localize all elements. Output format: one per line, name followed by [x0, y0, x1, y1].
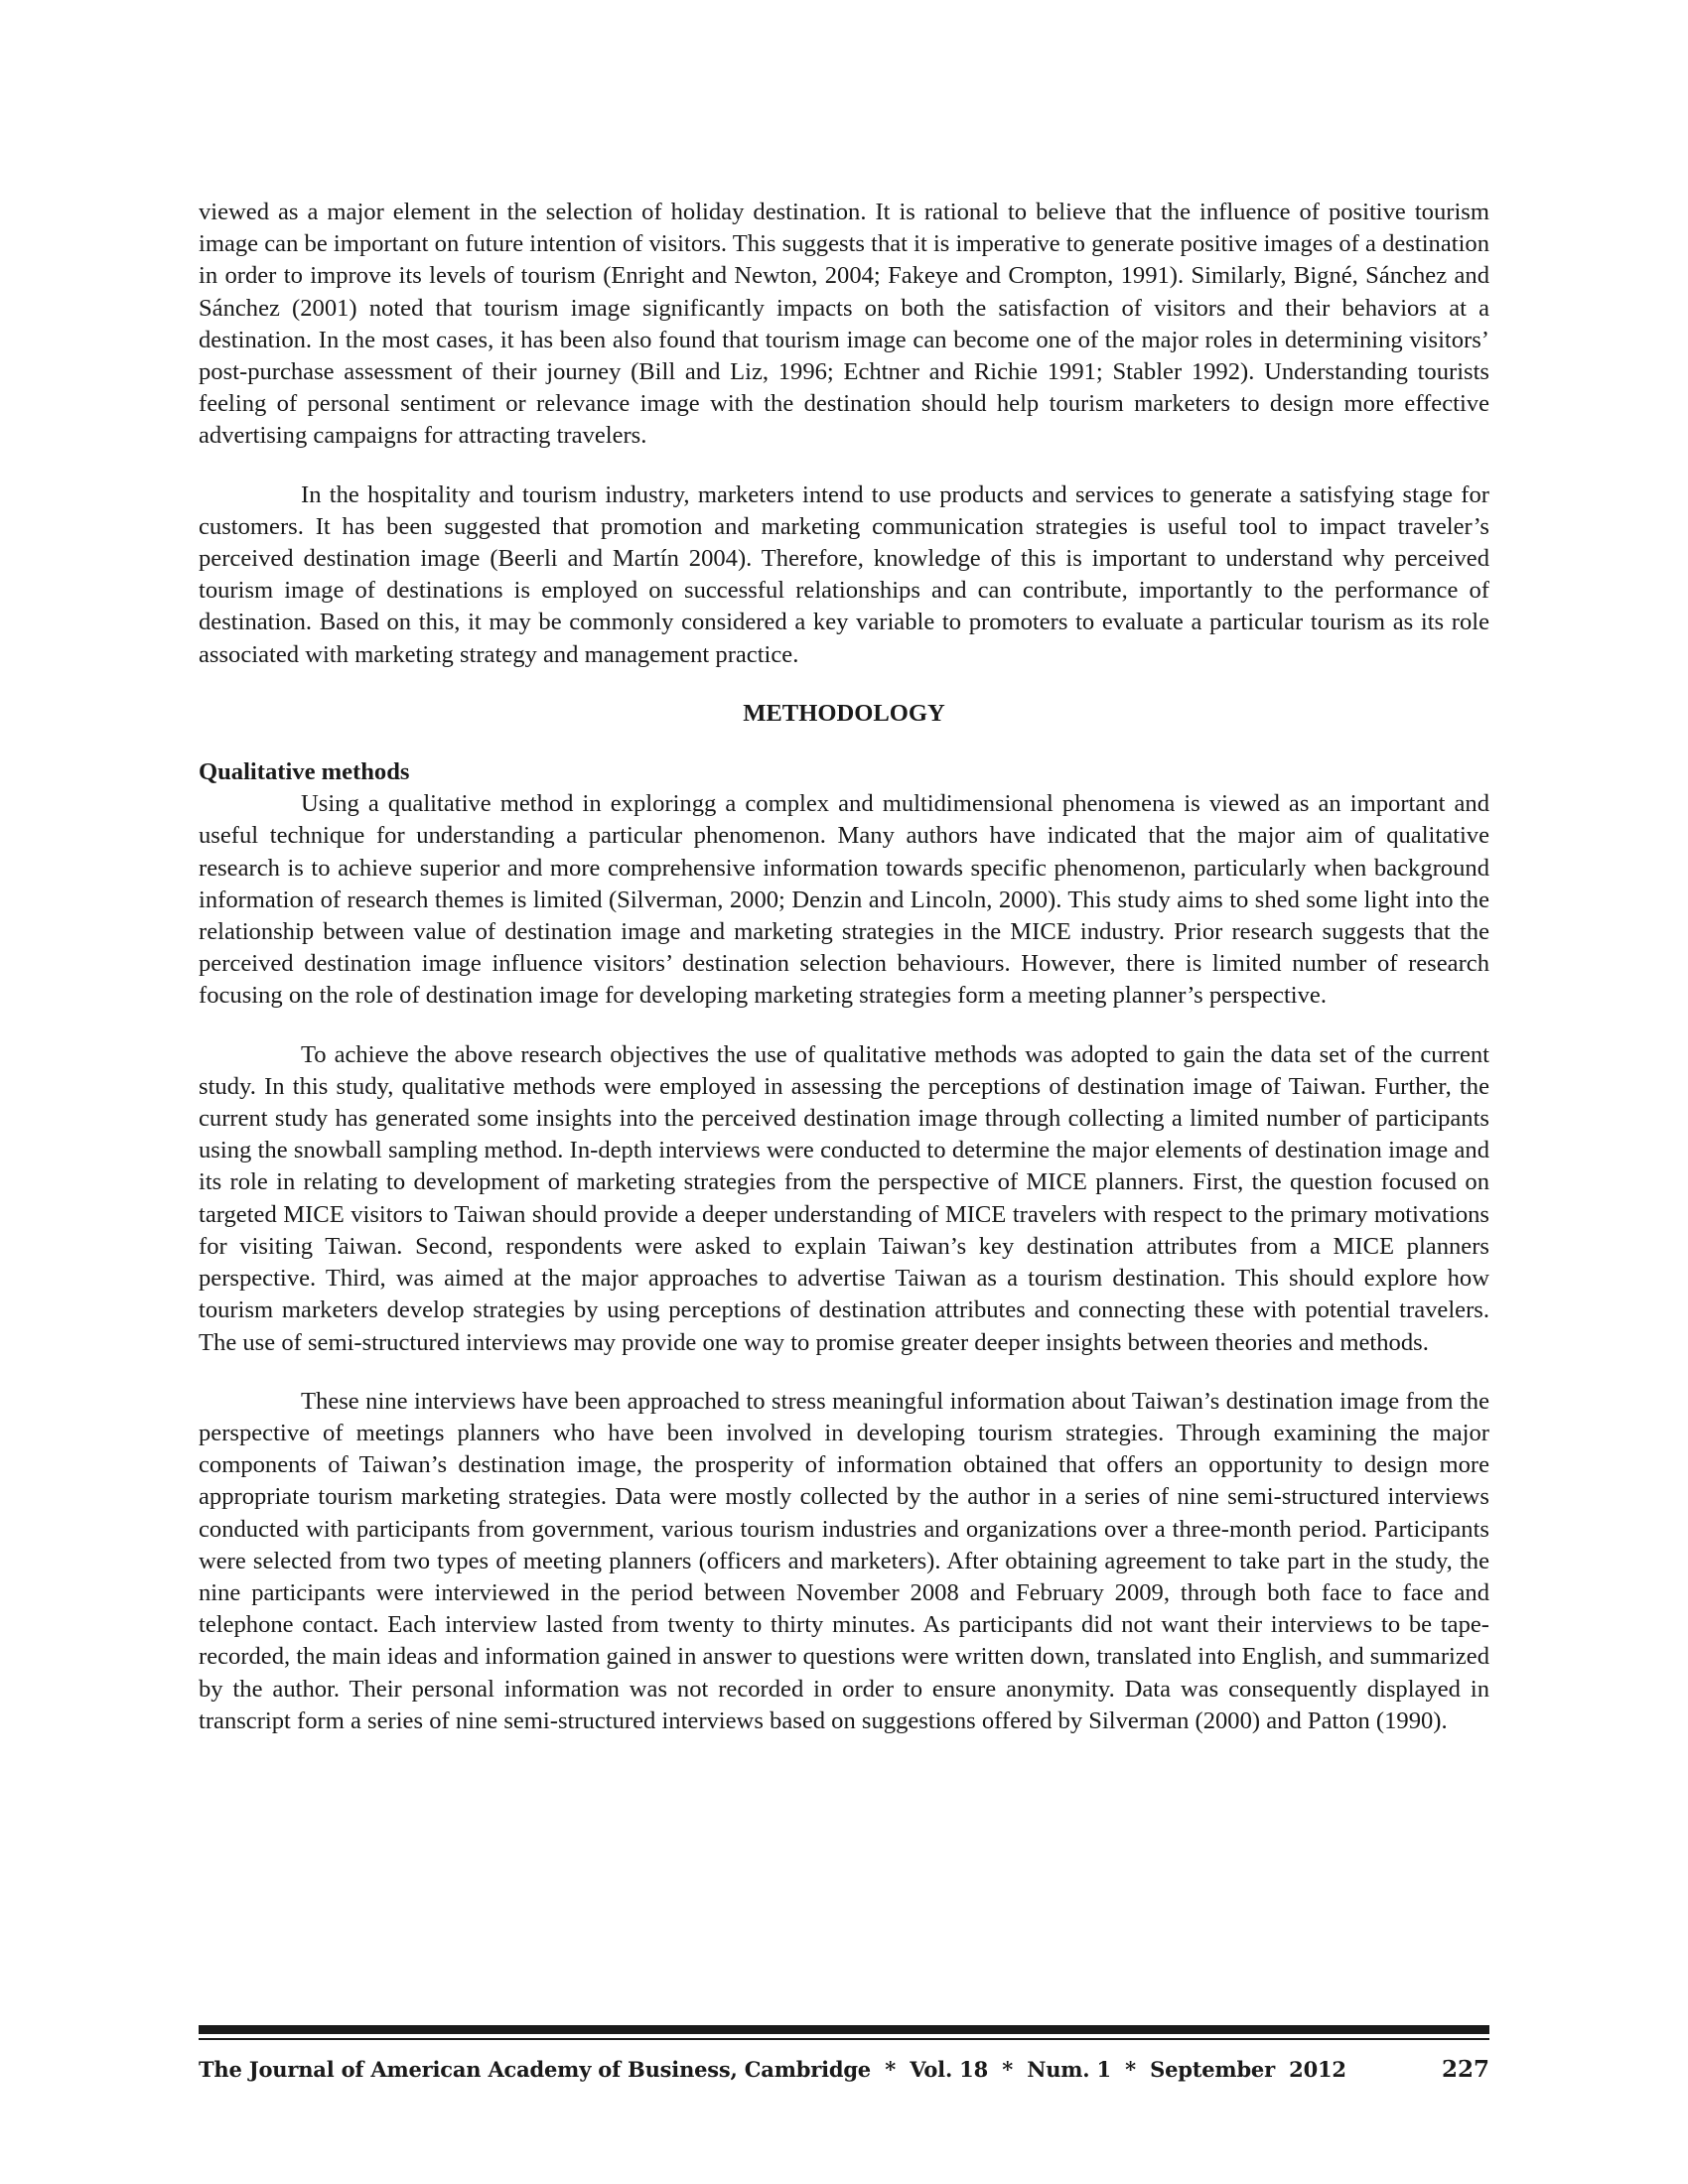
section-heading: METHODOLOGY: [743, 699, 945, 727]
page-number: 227: [1441, 2056, 1489, 2083]
footer-journal-citation: The Journal of American Academy of Business, Cambridge * Vol. 18 * Num. 1 * September 2012: [199, 2057, 1346, 2082]
subsection-heading: Qualitative methods: [199, 758, 410, 786]
paragraph-gap: [199, 730, 1489, 756]
paragraph-gap: [199, 453, 1489, 479]
body-paragraph: In the hospitality and tourism industry, marketers intend to use products and services to generate a satisfying stage for customers. It has been suggested that promotion and marketing communication strategies is useful tool to impact traveler’s perceived destination image (Beerli and Martín 2004). Therefore, knowledge of this is important to understand why perceived tourism image of destinations is employed on successful relationships and can contribute, importantly to the performance of destination. Based on this, it may be commonly considered a key variable to promoters to evaluate a particular tourism as its role associated with marketing strategy and management practice.: [199, 480, 1489, 668]
body-paragraph: To achieve the above research objectives the use of qualitative methods was adopted to gain the data set of the current study. In this study, qualitative methods were employed in assessing the perceptions of destination image of Taiwan. Further, the current study has generated some insights into the perceived destination image through collecting a limited number of participants using the snowball sampling method. In-depth interviews were conducted to determine the major elements of destination image and its role in relating to development of marketing strategies from the perspective of MICE planners. First, the question focused on targeted MICE visitors to Taiwan should provide a deeper understanding of MICE travelers with respect to the primary motivations for visiting Taiwan. Second, respondents were asked to explain Taiwan’s key destination attributes from a MICE planners perspective. Third, was aimed at the major approaches to advertise Taiwan as a tourism destination. This should explore how tourism marketers develop strategies by using perceptions of destination attributes and connecting these with potential travelers. The use of semi-structured interviews may provide one way to promise greater deeper insights between theories and methods.: [199, 1040, 1489, 1356]
body-paragraph: Using a qualitative method in exploringg a complex and multidimensional phenomena is viewed as an important and useful technique for understanding a particular phenomenon. Many authors have indicated that the major aim of qualitative research is to achieve superior and more comprehensive information towards specific phenomenon, particularly when background information of research themes is limited (Silverman, 2000; Denzin and Lincoln, 2000). This study aims to shed some light into the relationship between value of destination image and marketing strategies in the MICE industry. Prior research suggests that the perceived destination image influence visitors’ destination selection behaviours. However, there is limited number of research focusing on the role of destination image for developing marketing strategies form a meeting planner’s perspective.: [199, 790, 1489, 1010]
paragraph-gap: [199, 1359, 1489, 1386]
paragraph-gap: [199, 1013, 1489, 1039]
body-paragraph: These nine interviews have been approached to stress meaningful information about Taiwan’s destination image from the perspective of meetings planners who have been involved in developing tourism strategies. Through examining the major components of Taiwan’s destination image, the prosperity of information obtained that offers an opportunity to design more appropriate tourism marketing strategies. Data were mostly collected by the author in a series of nine semi-structured interviews conducted with participants from government, various tourism industries and organizations over a three-month period. Participants were selected from two types of meeting planners (officers and marketers). After obtaining agreement to take part in the study, the nine participants were interviewed in the period between November 2008 and February 2009, through both face to face and telephone contact. Each interview lasted from twenty to thirty minutes. As participants did not want their interviews to be tape-recorded, the main ideas and information gained in answer to questions were written down, translated into English, and summarized by the author. Their personal information was not recorded in order to ensure anonymity. Data was consequently displayed in transcript form a series of nine semi-structured interviews based on suggestions offered by Silverman (2000) and Patton (1990).: [199, 1387, 1489, 1734]
page-body: [199, 197, 1489, 1737]
footer-rule-thick: [199, 2025, 1489, 2034]
paragraph-gap: [199, 671, 1489, 698]
body-paragraph: viewed as a major element in the selection of holiday destination. It is rational to believe that the influence of positive tourism image can be important on future intention of visitors. This suggests that it is imperative to generate positive images of a destination in order to improve its levels of tourism (Enright and Newton, 2004; Fakeye and Crompton, 1991). Similarly, Bigné, Sánchez and Sánchez (2001) noted that tourism image significantly impacts on both the satisfaction of visitors and their behaviors at a destination. In the most cases, it has been also found that tourism image can become one of the major roles in determining visitors’ post-purchase assessment of their journey (Bill and Liz, 1996; Echtner and Richie 1991; Stabler 1992). Understanding tourists feeling of personal sentiment or relevance image with the destination should help tourism marketers to design more effective advertising campaigns for attracting travelers.: [199, 199, 1489, 450]
footer-rule-thin: [199, 2038, 1489, 2040]
page-footer: [199, 2053, 1489, 2087]
